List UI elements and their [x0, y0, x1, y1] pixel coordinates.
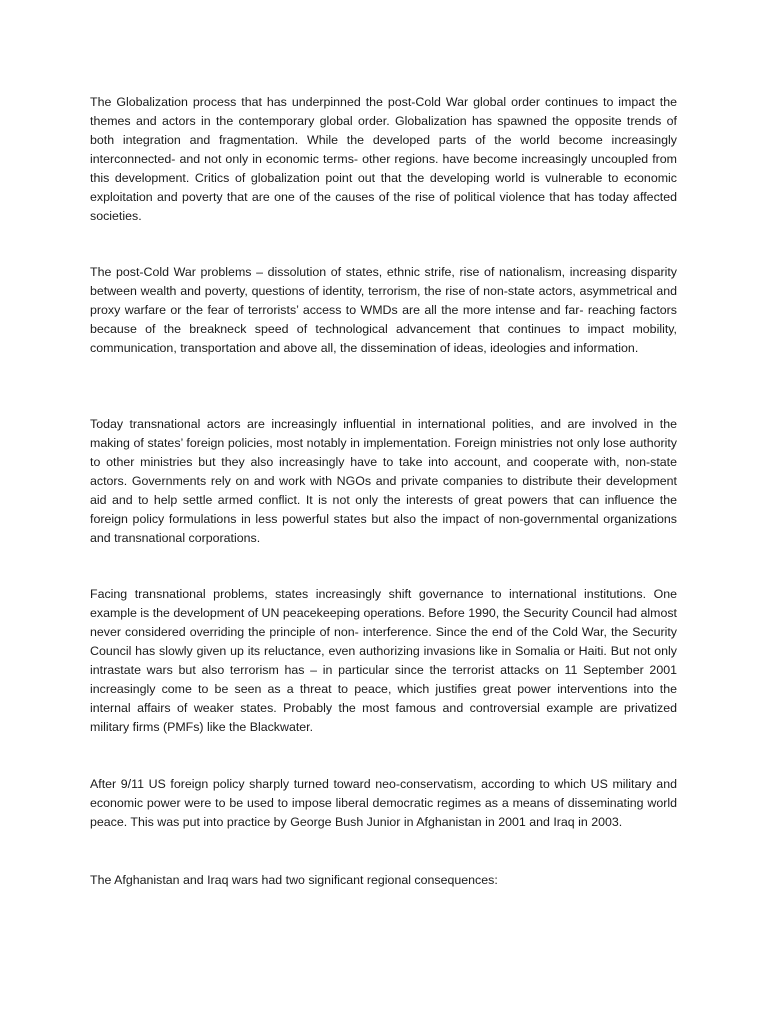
- paragraph-us-foreign-policy: After 9/11 US foreign policy sharply turned toward neo-conservatism, according to which US military and economic power were to be used to impose liberal democratic regimes as a means of disseminating world peace. This was put into practice by George Bush Junior in Afghanistan in 2001 and Iraq in 2003.: [90, 777, 677, 829]
- paragraph-transnational-actors: Today transnational actors are increasingly influential in international polities, and are involved in the making of states’ foreign policies, most notably in implementation. Foreign ministries not only lose authority to other ministries but they also increasingly have to take into account, and cooperate with, non-state actors. Governments rely on and work with NGOs and private companies to distribute their development aid and to help settle armed conflict. It is not only the interests of great powers that can influence the foreign policy formulations in less powerful states but also the impact of non-governmental organizations and transnational corporations.: [90, 417, 677, 545]
- paragraph-post-cold-war-problems: The post-Cold War problems – dissolution of states, ethnic strife, rise of nationalism, increasing disparity between wealth and poverty, questions of identity, terrorism, the rise of non-state actors, asymmetrical and proxy warfare or the fear of terrorists’ access to WMDs are all the more intense and far- reaching factors because of the breakneck speed of technological advancement that continues to impact mobility, communication, transportation and above all, the dissemination of ideas, ideologies and information.: [90, 265, 677, 355]
- paragraph-international-institutions: Facing transnational problems, states increasingly shift governance to international institutions. One example is the development of UN peacekeeping operations. Before 1990, the Security Council had almost never considered overriding the principle of non- interference. Since the end of the Cold War, the Security Council has slowly given up its reluctance, even authorizing invasions like in Somalia or Haiti. But not only intrastate wars but also terrorism has – in particular since the terrorist attacks on 11 September 2001 increasingly come to be seen as a threat to peace, which justifies great power interventions into the internal affairs of weaker states. Probably the most famous and controversial example are privatized military firms (PMFs) like the Blackwater.: [90, 587, 677, 734]
- paragraph-regional-consequences: The Afghanistan and Iraq wars had two significant regional consequences:: [90, 873, 498, 887]
- paragraph-globalization: The Globalization process that has underpinned the post-Cold War global order continues to impact the themes and actors in the contemporary global order. Globalization has spawned the opposite trends of both integration and fragmentation. While the developed parts of the world become increasingly interconnected- and not only in economic terms- other regions. have become increasingly uncoupled from this development. Critics of globalization point out that the developing world is vulnerable to economic exploitation and poverty that are one of the causes of the rise of political violence that has today affected societies.: [90, 95, 677, 223]
